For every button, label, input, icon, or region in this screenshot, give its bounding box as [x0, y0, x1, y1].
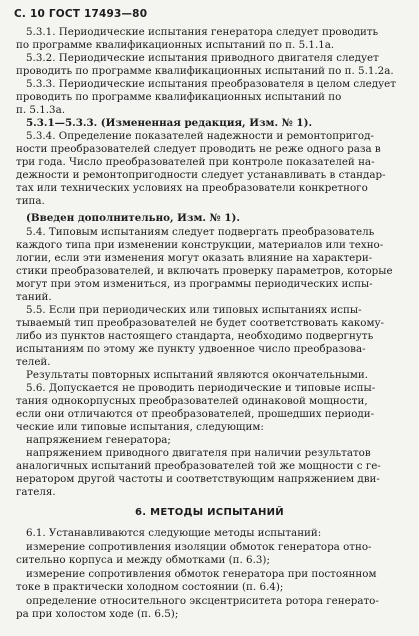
text-line: проводить по программе квалификационных испытаний по п. 5.1.2а.	[16, 65, 394, 77]
text-line: тах или технических условиях на преобразователи конкретного	[16, 182, 368, 194]
text-line: тания однокорпусных преобразователей одинаковой мощности,	[16, 395, 368, 407]
text-line: ности преобразователей следует проводить не реже одного раза в	[16, 143, 381, 155]
text-line: сительно корпуса и между обмотками (п. 6.3);	[16, 554, 270, 566]
page-header: С. 10 ГОСТ 17493—80	[14, 8, 148, 20]
text-line: напряжением генератора;	[26, 434, 171, 446]
text-line: ческие или типовые испытания, следующим:	[16, 421, 264, 433]
text-line: телей.	[16, 356, 51, 368]
text-line: гателя.	[16, 486, 56, 498]
text-line: измерение сопротивления обмоток генератора при постоянном	[26, 568, 377, 580]
text-line: стики преобразователей, и включать проверку параметров, которые	[16, 265, 393, 277]
text-line: аналогичных испытаний преобразователей той же мощности с ге-	[16, 460, 381, 472]
text-line: три года. Число преобразователей при контроле показателей на-	[16, 156, 375, 168]
text-line: если они отличаются от преобразователей, прошедших периоди-	[16, 408, 375, 420]
text-line: напряжением приводного двигателя при наличии результатов	[26, 447, 371, 459]
text-line: 5.4. Типовым испытаниям следует подвергать преобразователь	[26, 226, 375, 238]
text-line: тываемый тип преобразователей не будет соответствовать какому-	[16, 317, 385, 329]
amendment-note: 5.3.1—5.3.3. (Измененная редакция, Изм. № 1).	[26, 117, 313, 129]
text-line: таний.	[16, 291, 52, 303]
text-line: типа.	[16, 195, 45, 207]
text-line: 5.3.3. Периодические испытания преобразователя в целом следует	[26, 78, 396, 90]
text-line: могут при этом измениться, из программы периодических испы-	[16, 278, 373, 290]
text-line: измерение сопротивления изоляции обмоток генератора отно-	[26, 541, 372, 553]
text-line: по программе квалификационных испытаний по п. 5.1.1а.	[16, 39, 335, 51]
text-line: нератором другой частоты и соответствующим напряжением дви-	[16, 473, 380, 485]
text-line: 6.1. Устанавливаются следующие методы испытаний:	[26, 527, 322, 539]
text-line: определение относительного эксцентриситета ротора генерато-	[26, 595, 379, 607]
text-line: 5.3.4. Определение показателей надежности и ремонтопригод-	[26, 130, 374, 142]
text-line: 5.3.2. Периодические испытания приводного двигателя следует	[26, 52, 379, 64]
text-line: 5.6. Допускается не проводить периодические и типовые испы-	[26, 382, 376, 394]
text-line: Результаты повторных испытаний являются окончательными.	[26, 369, 369, 381]
text-line: испытаниям по этому же пункту удвоенное число преобразова-	[16, 343, 366, 355]
text-line: проводить по программе квалификационных испытаний по	[16, 91, 342, 103]
text-line: п. 5.1.3а.	[16, 104, 66, 116]
text-line: либо из пунктов настоящего стандарта, необходимо подвергнуть	[16, 330, 374, 342]
text-line: токе в практически холодном состоянии (п. 6.4);	[16, 581, 284, 593]
amendment-note: (Введен дополнительно, Изм. № 1).	[26, 212, 240, 224]
text-line: логии, если эти изменения могут оказать влияние на характери-	[16, 252, 373, 264]
text-line: ра при холостом ходе (п. 6.5);	[16, 608, 179, 620]
text-line: 5.5. Если при периодических или типовых испытаниях испы-	[26, 304, 362, 316]
section-heading: 6. МЕТОДЫ ИСПЫТАНИЙ	[135, 507, 284, 518]
text-line: дежности и ремонтопригодности следует устанавливать в стандар-	[16, 169, 386, 181]
text-line: 5.3.1. Периодические испытания генератора следует проводить	[26, 26, 379, 38]
text-line: каждого типа при изменении конструкции, материалов или техно-	[16, 239, 384, 251]
